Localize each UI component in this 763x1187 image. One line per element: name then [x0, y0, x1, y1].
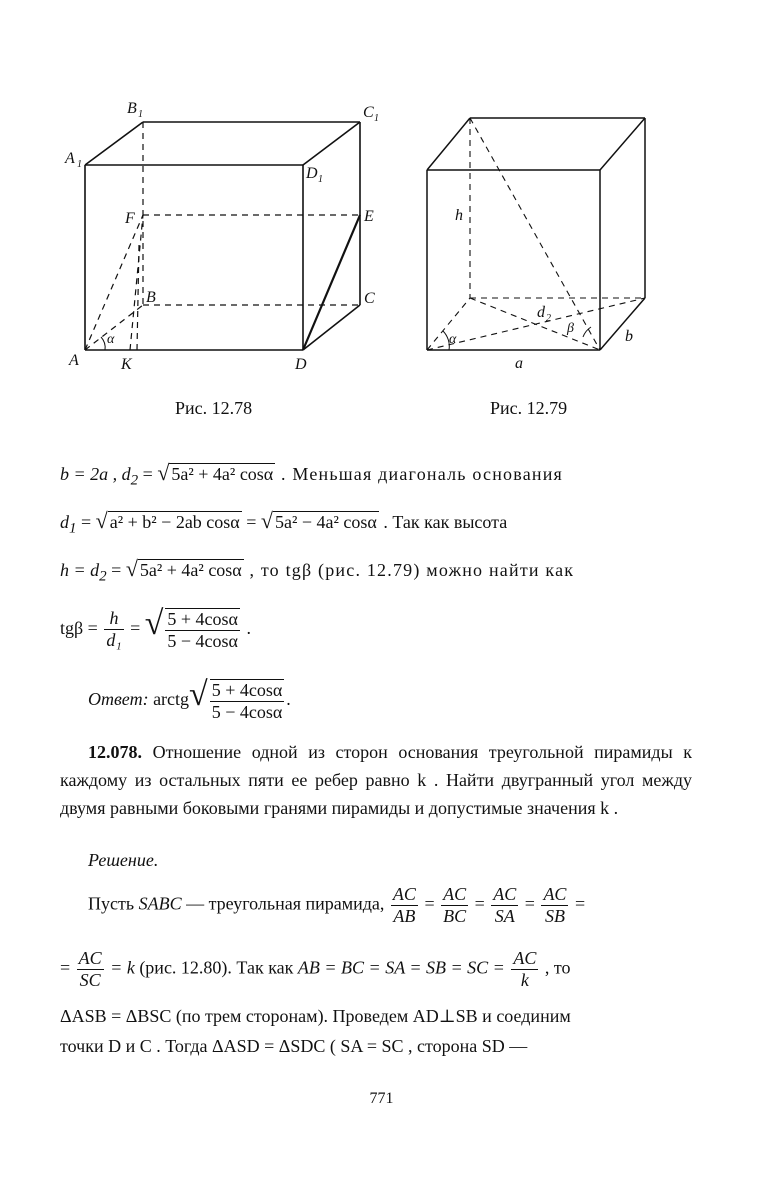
equals-2: = — [76, 512, 96, 532]
fig1-label-alpha: α — [107, 332, 115, 347]
equals-3: = — [241, 512, 261, 532]
d2-radicand: 5a² + 4a² cosα — [171, 464, 274, 484]
answer-label: Ответ: — [88, 689, 149, 709]
sol1-b: — треугольная пирамида, — [181, 893, 385, 914]
page-number: 771 — [369, 1090, 394, 1107]
sol2-equalities: AB = BC = SA = SB = SC = — [297, 957, 505, 978]
fig2-caption: Рис. 12.79 — [490, 398, 568, 418]
fig1-label-D1-sub: 1 — [318, 174, 323, 185]
fig1-label-D: D — [295, 356, 307, 373]
sol1-a: Пусть — [88, 893, 139, 914]
fig2-label-d2-sub: 2 — [546, 313, 551, 324]
line3-tail: , то tgβ (рис. 12.79) можно найти как — [243, 560, 575, 580]
tg-fraction: $\frac{h}{\text{d₁}}$ — [106, 608, 122, 651]
fig1-caption: Рис. 12.78 — [175, 398, 253, 418]
fig1-label-E: E — [364, 208, 374, 225]
solution-line-2 — [60, 948, 570, 991]
tg-end: . — [241, 618, 251, 638]
sol2-ac-over-k: $\frac{AC}{k}$ — [513, 948, 537, 990]
text-line-2: $d_1$ = √ a² + b² − 2ab cosα = √ 5a² − 4a² cosα . Так как высота — [60, 508, 508, 537]
d2-symbol: d — [121, 464, 131, 484]
solution-line-1: Пусть SABC — треугольная пирамида, $\frac{AC}{AB}$ = $\frac{AC}{BC}$ = $\frac{AC}{SA}$ = $\frac{AC}{SB}$ = — [88, 884, 586, 926]
answer-fraction: $\frac{5 + 4\cos\alpha}{5 - 4\cos\alpha}$ — [211, 679, 283, 722]
fig2-label-d2: d — [537, 304, 545, 321]
sol1-sabc: SABC — [138, 893, 182, 914]
solution-label: Решение. — [88, 850, 159, 870]
equals-4: = — [106, 560, 126, 580]
fig1-label-A1: A — [65, 150, 75, 167]
fig1-label-B1: B — [127, 100, 137, 117]
d1-subscript: 1 — [69, 520, 77, 537]
answer-end: . — [286, 689, 291, 709]
fig1-label-B: B — [146, 289, 156, 306]
ratio-4: $\frac{AC}{SB}$ — [543, 884, 567, 926]
fig2-label-b: b — [625, 328, 633, 345]
fig2-label-h: h — [455, 207, 463, 224]
sol2-fraction: $\frac{AC}{SC}$ — [78, 948, 102, 990]
b-equals-2a: b = 2a , — [60, 464, 118, 484]
sol2-tail: , то — [540, 957, 571, 978]
sol2-ref: (рис. 12.80). Так как — [134, 957, 298, 978]
fig1-label-F: F — [125, 210, 135, 227]
tg-root-fraction: $\frac{5 + 4\cos\alpha}{5 - 4\cos\alpha}$ — [167, 608, 238, 651]
fig2-label-alpha: α — [449, 332, 457, 347]
answer-function: arctg — [153, 689, 190, 709]
fig1-label-D1: D — [306, 165, 318, 182]
line1-tail: . Меньшая диагональ основания — [275, 464, 564, 484]
d1-radicand-2: 5a² − 4a² cosα — [274, 512, 377, 532]
d1-radicand-1: a² + b² − 2ab cosα — [109, 512, 240, 532]
tg-lhs: tgβ = — [60, 618, 98, 638]
fig2-label-a: a — [515, 355, 523, 372]
figure-12-78 — [55, 95, 395, 380]
text-line-1: b = 2a , $d_2$ = √ 5a² + 4a² cosα . Меньшая диагональ основания — [60, 460, 564, 489]
tg-beta-formula: tgβ = $\frac{h}{\text{d₁}}$ = √ $\frac{5 + 4\cos\alpha}{5 - 4\cos\alpha}$ . — [60, 605, 251, 651]
problem-12-078 — [60, 738, 692, 822]
h-radicand: 5a² + 4a² cosα — [139, 560, 242, 580]
h-equals-d: h = d — [60, 560, 100, 580]
fig1-label-C1-sub: 1 — [374, 113, 379, 124]
fig1-label-C1: C — [363, 104, 374, 121]
d2-subscript: 2 — [130, 472, 139, 489]
sol2-pre: = — [60, 957, 75, 978]
problem-text: Отношение одной из сторон основания треугольной пирамиды к каждому из остальных пяти ее ребер равно k . Найти двугранный угол между двумя равными боковыми гранями пирамиды и допустимые значения k . — [60, 742, 692, 818]
h-subscript: 2 — [99, 568, 107, 585]
equals-1: = — [138, 464, 158, 484]
fig1-label-A1-sub: 1 — [77, 159, 82, 170]
fig2-label-beta: β — [567, 321, 574, 336]
problem-number: 12.078. — [88, 742, 142, 762]
line2-tail: . Так как высота — [378, 512, 508, 532]
fig1-label-B1-sub: 1 — [138, 109, 143, 120]
sol2-k: = k — [105, 957, 135, 978]
solution-line-3: ΔASB = ΔBSC (по трем сторонам). Проведем AD⊥SB и соединим — [60, 1006, 571, 1026]
fig1-label-C: C — [364, 290, 375, 307]
figure-12-79 — [415, 105, 665, 375]
fig1-label-K: K — [121, 356, 132, 373]
fig1-label-A: A — [69, 352, 79, 369]
ratio-1: $\frac{AC}{AB}$ — [392, 884, 416, 926]
d1-symbol: d — [60, 512, 69, 532]
equals-5: = — [125, 618, 145, 638]
answer-line: Ответ: arctg√ $\frac{5 + 4\cos\alpha}{5 - 4\cos\alpha}$ . — [88, 676, 291, 722]
solution-line-4: точки D и C . Тогда ΔASD = ΔSDC ( SA = SC , сторона SD — — [60, 1036, 528, 1056]
text-line-3: $h = d_2$ = √ 5a² + 4a² cosα , то tgβ (рис. 12.79) можно найти как — [60, 556, 575, 585]
ratio-2: $\frac{AC}{BC}$ — [443, 884, 467, 926]
ratio-3: $\frac{AC}{SA}$ — [493, 884, 517, 926]
